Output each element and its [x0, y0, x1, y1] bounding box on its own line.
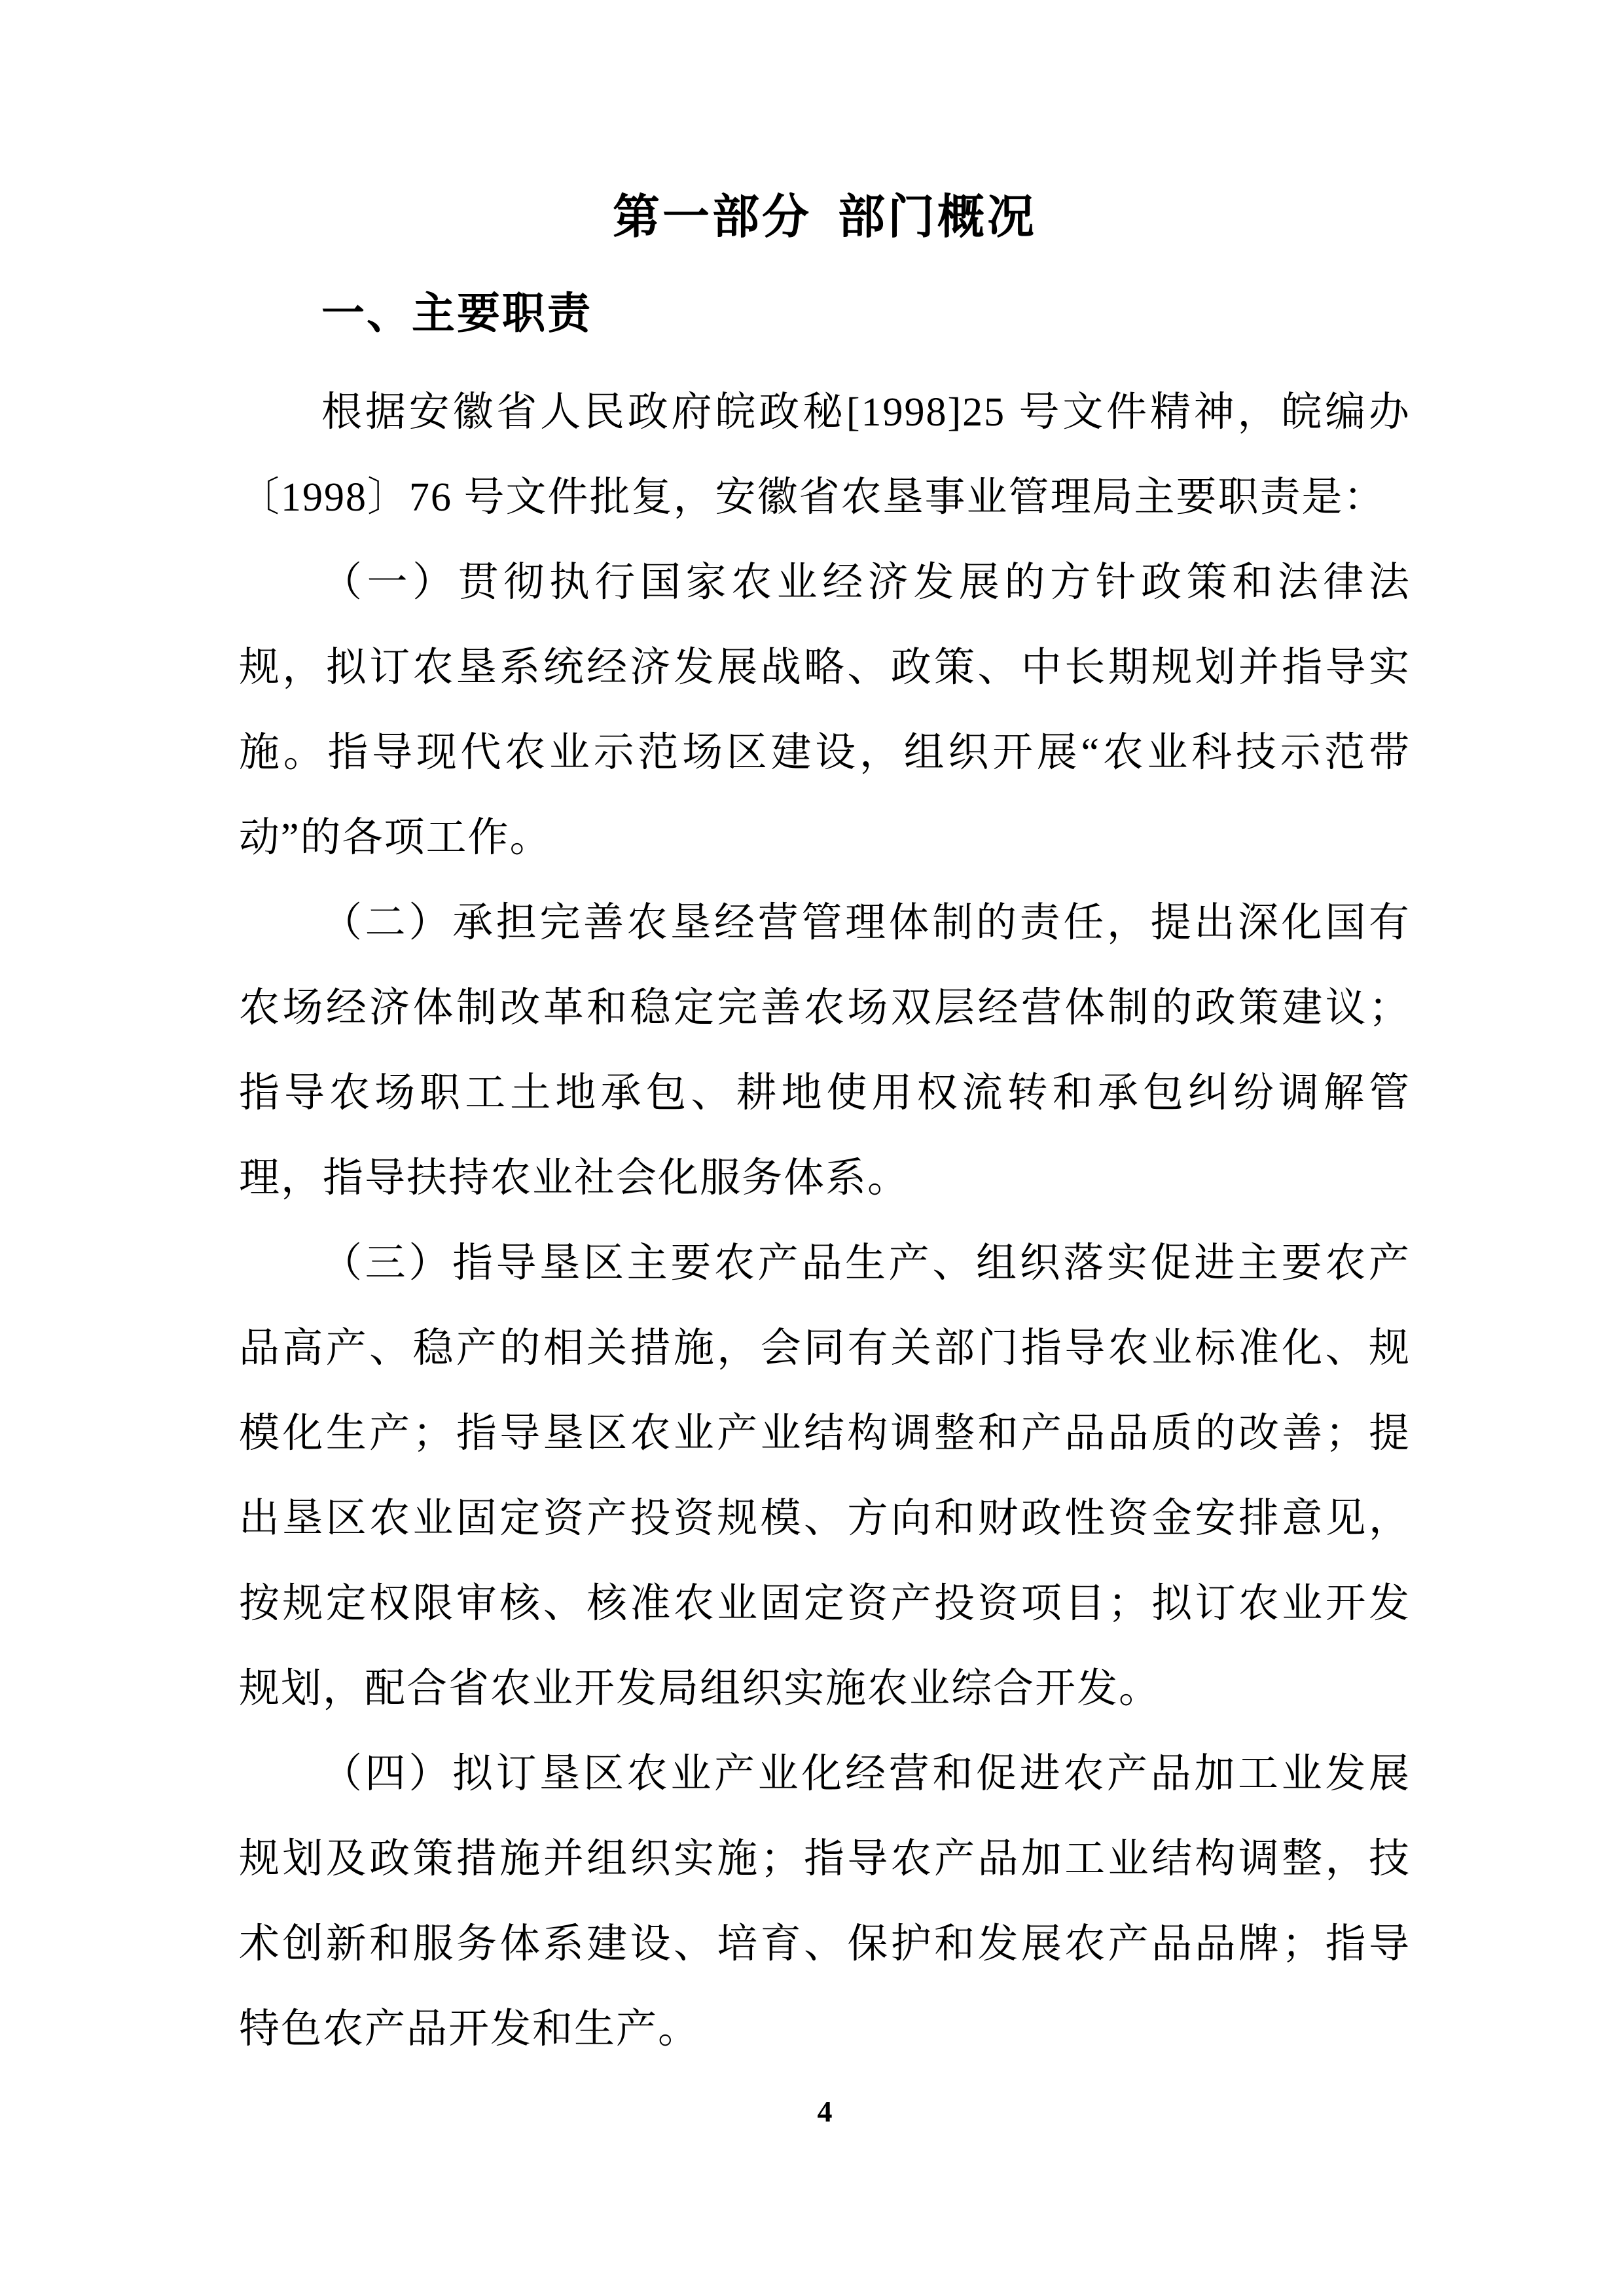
body-text [239, 370, 1411, 2072]
body-line: （三）指导垦区主要农产品生产、组织落实促进主要农产 [321, 1241, 1411, 1286]
body-line: （二）承担完善农垦经营管理体制的责任，提出深化国有 [321, 901, 1411, 945]
body-line: 根据安徽省人民政府皖政秘[1998]25 号文件精神，皖编办 [321, 390, 1411, 435]
body-line: 规划及政策措施并组织实施；指导农产品加工业结构调整，技 [239, 1837, 1411, 1881]
body-line: 模化生产；指导垦区农业产业结构调整和产品品质的改善；提 [239, 1411, 1411, 1456]
document-title: 第一部分 部门概况 [612, 191, 1037, 244]
body-line: （四）拟订垦区农业产业化经营和促进农产品加工业发展 [321, 1752, 1411, 1796]
body-line: 品高产、稳产的相关措施，会同有关部门指导农业标准化、规 [239, 1326, 1411, 1371]
body-line: 动”的各项工作。 [239, 816, 552, 860]
body-line: 指导农场职工土地承包、耕地使用权流转和承包纠纷调解管 [239, 1071, 1411, 1115]
body-line: 理，指导扶持农业社会化服务体系。 [239, 1156, 910, 1201]
section-heading: 一、主要职责 [321, 289, 592, 337]
body-line: 出垦区农业固定资产投资规模、方向和财政性资金安排意见， [239, 1496, 1411, 1541]
body-line: 术创新和服务体系建设、培育、保护和发展农产品品牌；指导 [239, 1922, 1411, 1966]
body-line: 农场经济体制改革和稳定完善农场双层经营体制的政策建议； [239, 986, 1411, 1030]
body-line: 规划，配合省农业开发局组织实施农业综合开发。 [239, 1667, 1161, 1711]
body-line: 按规定权限审核、核准农业固定资产投资项目；拟订农业开发 [239, 1581, 1411, 1626]
body-line: 特色农产品开发和生产。 [239, 2007, 700, 2051]
page-number: 4 [817, 2095, 833, 2128]
body-line: （一）贯彻执行国家农业经济发展的方针政策和法律法 [321, 560, 1411, 605]
body-line: 施。指导现代农业示范场区建设，组织开展“农业科技示范带 [239, 731, 1411, 775]
body-line: 规，拟订农垦系统经济发展战略、政策、中长期规划并指导实 [239, 645, 1411, 690]
body-line: 〔1998〕76 号文件批复，安徽省农垦事业管理局主要职责是： [239, 475, 1386, 520]
